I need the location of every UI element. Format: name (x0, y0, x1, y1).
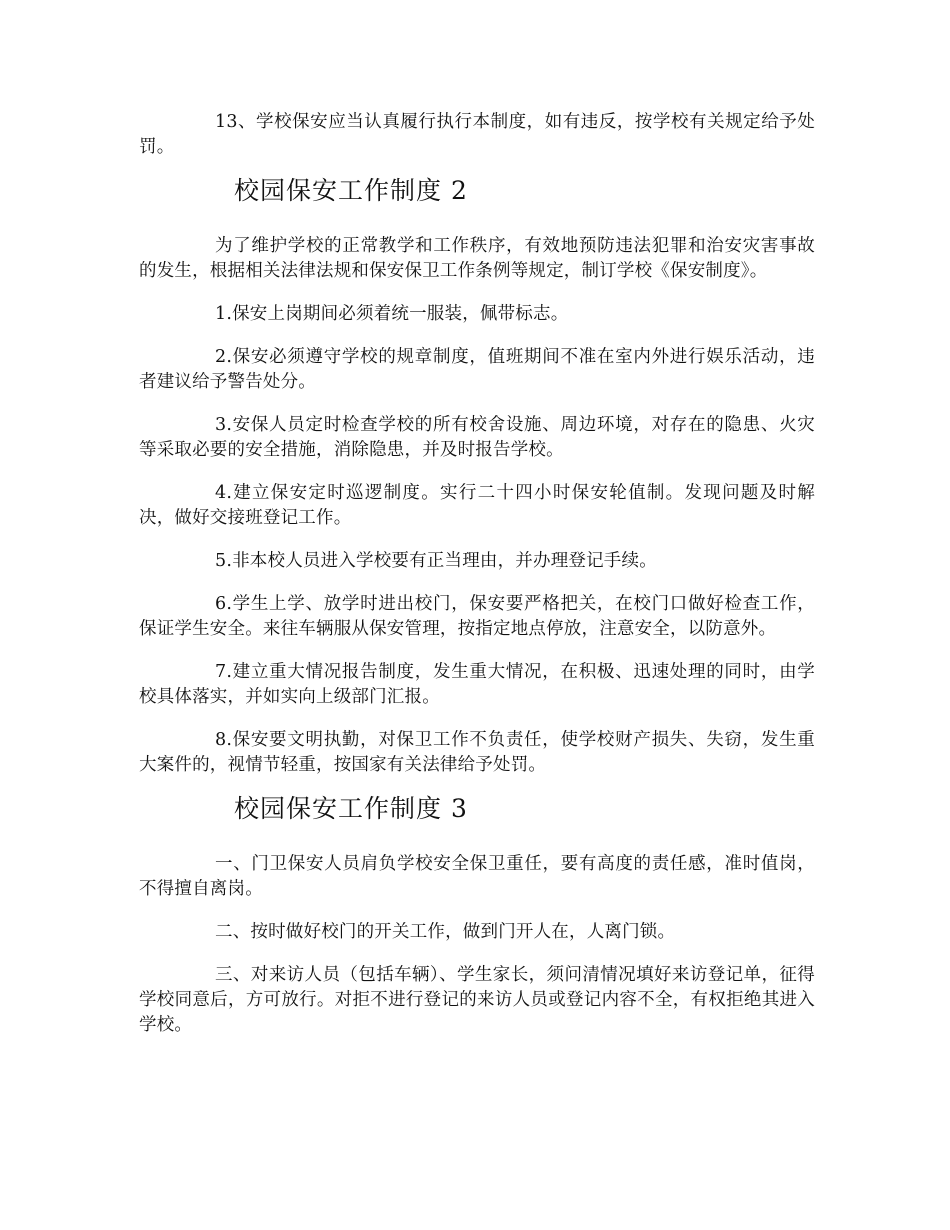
intro-paragraph: 13、学校保安应当认真履行执行本制度，如有违反，按学校有关规定给予处罚。 (139, 112, 815, 157)
document-body (139, 110, 815, 1056)
section-2-paragraph: 5.非本校人员进入学校要有正当理由，并办理登记手续。 (215, 551, 657, 571)
section-3-paragraph: 三、对来访人员（包括车辆）、学生家长，须问清情况填好来访登记单，征得学校同意后，方可放行。对拒不进行登记的来访人员或登记内容不全，有权拒绝其进入学校。 (139, 965, 815, 1035)
section-2-paragraph: 8.保安要文明执勤，对保卫工作不负责任，使学校财产损失、失窃，发生重大案件的，视情节轻重，按国家有关法律给予处罚。 (139, 730, 815, 775)
section-2-heading: 校园保安工作制度 2 (234, 176, 468, 205)
section-2-paragraph: 2.保安必须遵守学校的规章制度，值班期间不准在室内外进行娱乐活动，违者建议给予警告处分。 (139, 347, 815, 392)
section-3-heading: 校园保安工作制度 3 (234, 794, 468, 823)
section-2-paragraph: 4.建立保安定时巡逻制度。实行二十四小时保安轮值制。发现问题及时解决，做好交接班登记工作。 (139, 483, 815, 528)
section-3-paragraph: 一、门卫保安人员肩负学校安全保卫重任，要有高度的责任感，准时值岗，不得擅自离岗。 (139, 854, 815, 899)
section-2-paragraph: 1.保安上岗期间必须着统一服装，佩带标志。 (215, 304, 569, 324)
section-2-paragraph: 6.学生上学、放学时进出校门，保安要严格把关，在校门口做好检查工作，保证学生安全。来往车辆服从保安管理，按指定地点停放，注意安全，以防意外。 (139, 594, 815, 639)
section-2-paragraph: 为了维护学校的正常教学和工作秩序，有效地预防违法犯罪和治安灾害事故的发生，根据相关法律法规和保安保卫工作条例等规定，制订学校《保安制度》。 (139, 236, 815, 281)
section-2-paragraph: 7.建立重大情况报告制度，发生重大情况，在积极、迅速处理的同时，由学校具体落实，并如实向上级部门汇报。 (139, 662, 815, 707)
section-3-paragraph: 二、按时做好校门的开关工作，做到门开人在，人离门锁。 (215, 922, 676, 942)
section-2-paragraph: 3.安保人员定时检查学校的所有校舍设施、周边环境，对存在的隐患、火灾等采取必要的安全措施，消除隐患，并及时报告学校。 (139, 415, 815, 460)
